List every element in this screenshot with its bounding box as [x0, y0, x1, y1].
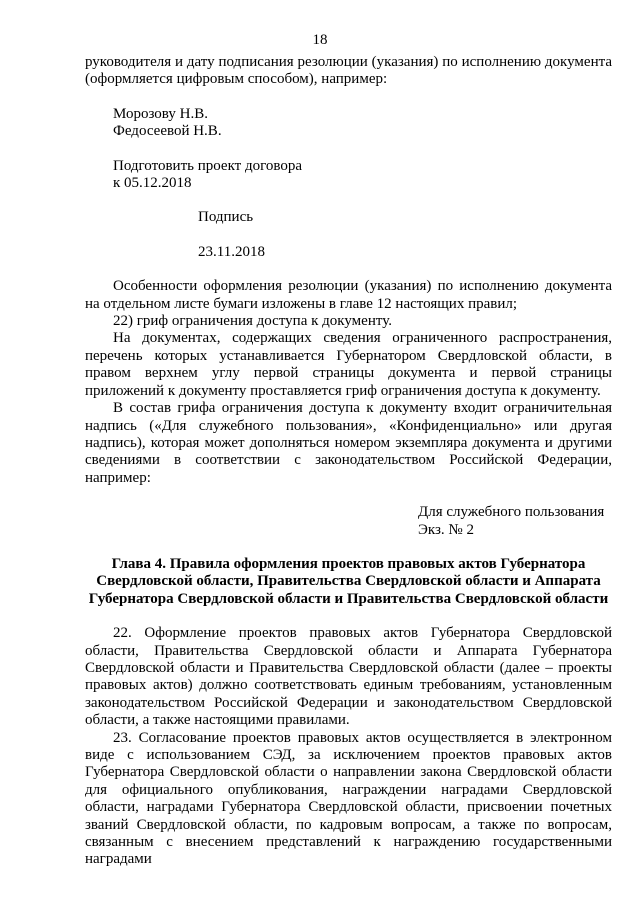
resolution-paragraph: руководителя и дату подписания резолюции (указания) по исполнению документа (оформляется цифровым способом), например: — [85, 54, 612, 88]
addressee-line: Морозову Н.В. — [113, 105, 208, 122]
page-body — [85, 54, 612, 869]
chapter-heading — [85, 556, 612, 608]
addressee-line: Федосеевой Н.В. — [113, 123, 222, 140]
stamp-line: Экз. № 2 — [418, 521, 474, 538]
paragraph-23: 23. Согласование проектов правовых актов осуществляется в электронном виде с использованием СЭД, за исключением проектов правовых актов Губернатора Свердловской области о направлении закона Свердловской области для официального опубликования, награждении наградами Свердловской области, наградами Губернатора Свердловской области, присвоении почетных званий Свердловской области, по кадровым вопросам, а также по вопросам, связанным с внесением представлений к награждению государственными наградами — [85, 729, 612, 868]
heading-line: Глава 4. Правила оформления проектов правовых актов Губернатора — [111, 555, 586, 572]
page-number: 18 — [312, 32, 328, 48]
item-22-text: 22) гриф ограничения доступа к документу. — [113, 313, 392, 330]
paragraph-22: 22. Оформление проектов правовых актов Губернатора Свердловской области, Правительства Свердловской области и Аппарата Губернатора Свердловской области и Правительства Свердловской области (далее – проекты правовых актов) должно соответствовать единым требованиям, установленным законодательством Российской Федерации и законодательством Свердловской области, а также настоящими правилами. — [85, 625, 612, 729]
signature-date: 23.11.2018 — [198, 243, 265, 260]
resolution-example — [113, 106, 612, 193]
heading-line: Свердловской области, Правительства Свердловской области и Аппарата — [96, 573, 601, 590]
heading-line: Губернатора Свердловской области и Правительства Свердловской области — [88, 590, 609, 607]
instruction-line: Подготовить проект договора — [113, 157, 303, 174]
instruction-line: к 05.12.2018 — [113, 175, 192, 192]
grif-contents-paragraph: В состав грифа ограничения доступа к документу входит ограничительная надпись («Для служебного пользования», «Конфиденциально» или другая надпись), которая может дополняться номером экземпляра документа и другими сведениями в соответствии с законодательством Российской Федерации, например: — [85, 400, 612, 486]
access-grif-paragraph: На документах, содержащих сведения ограниченного распространения, перечень которых устанавливается Губернатором Свердловской области, в правом верхнем углу первой страницы документа и первой страницы приложений к документу проставляется гриф ограничения доступа к документу. — [85, 330, 612, 399]
access-stamp-example — [418, 504, 612, 539]
signature-label: Подпись — [198, 209, 254, 226]
stamp-line: Для служебного пользования — [418, 504, 605, 521]
features-paragraph: Особенности оформления резолюции (указания) по исполнению документа на отдельном листе бумаги изложены в главе 12 настоящих правил; — [85, 278, 612, 312]
